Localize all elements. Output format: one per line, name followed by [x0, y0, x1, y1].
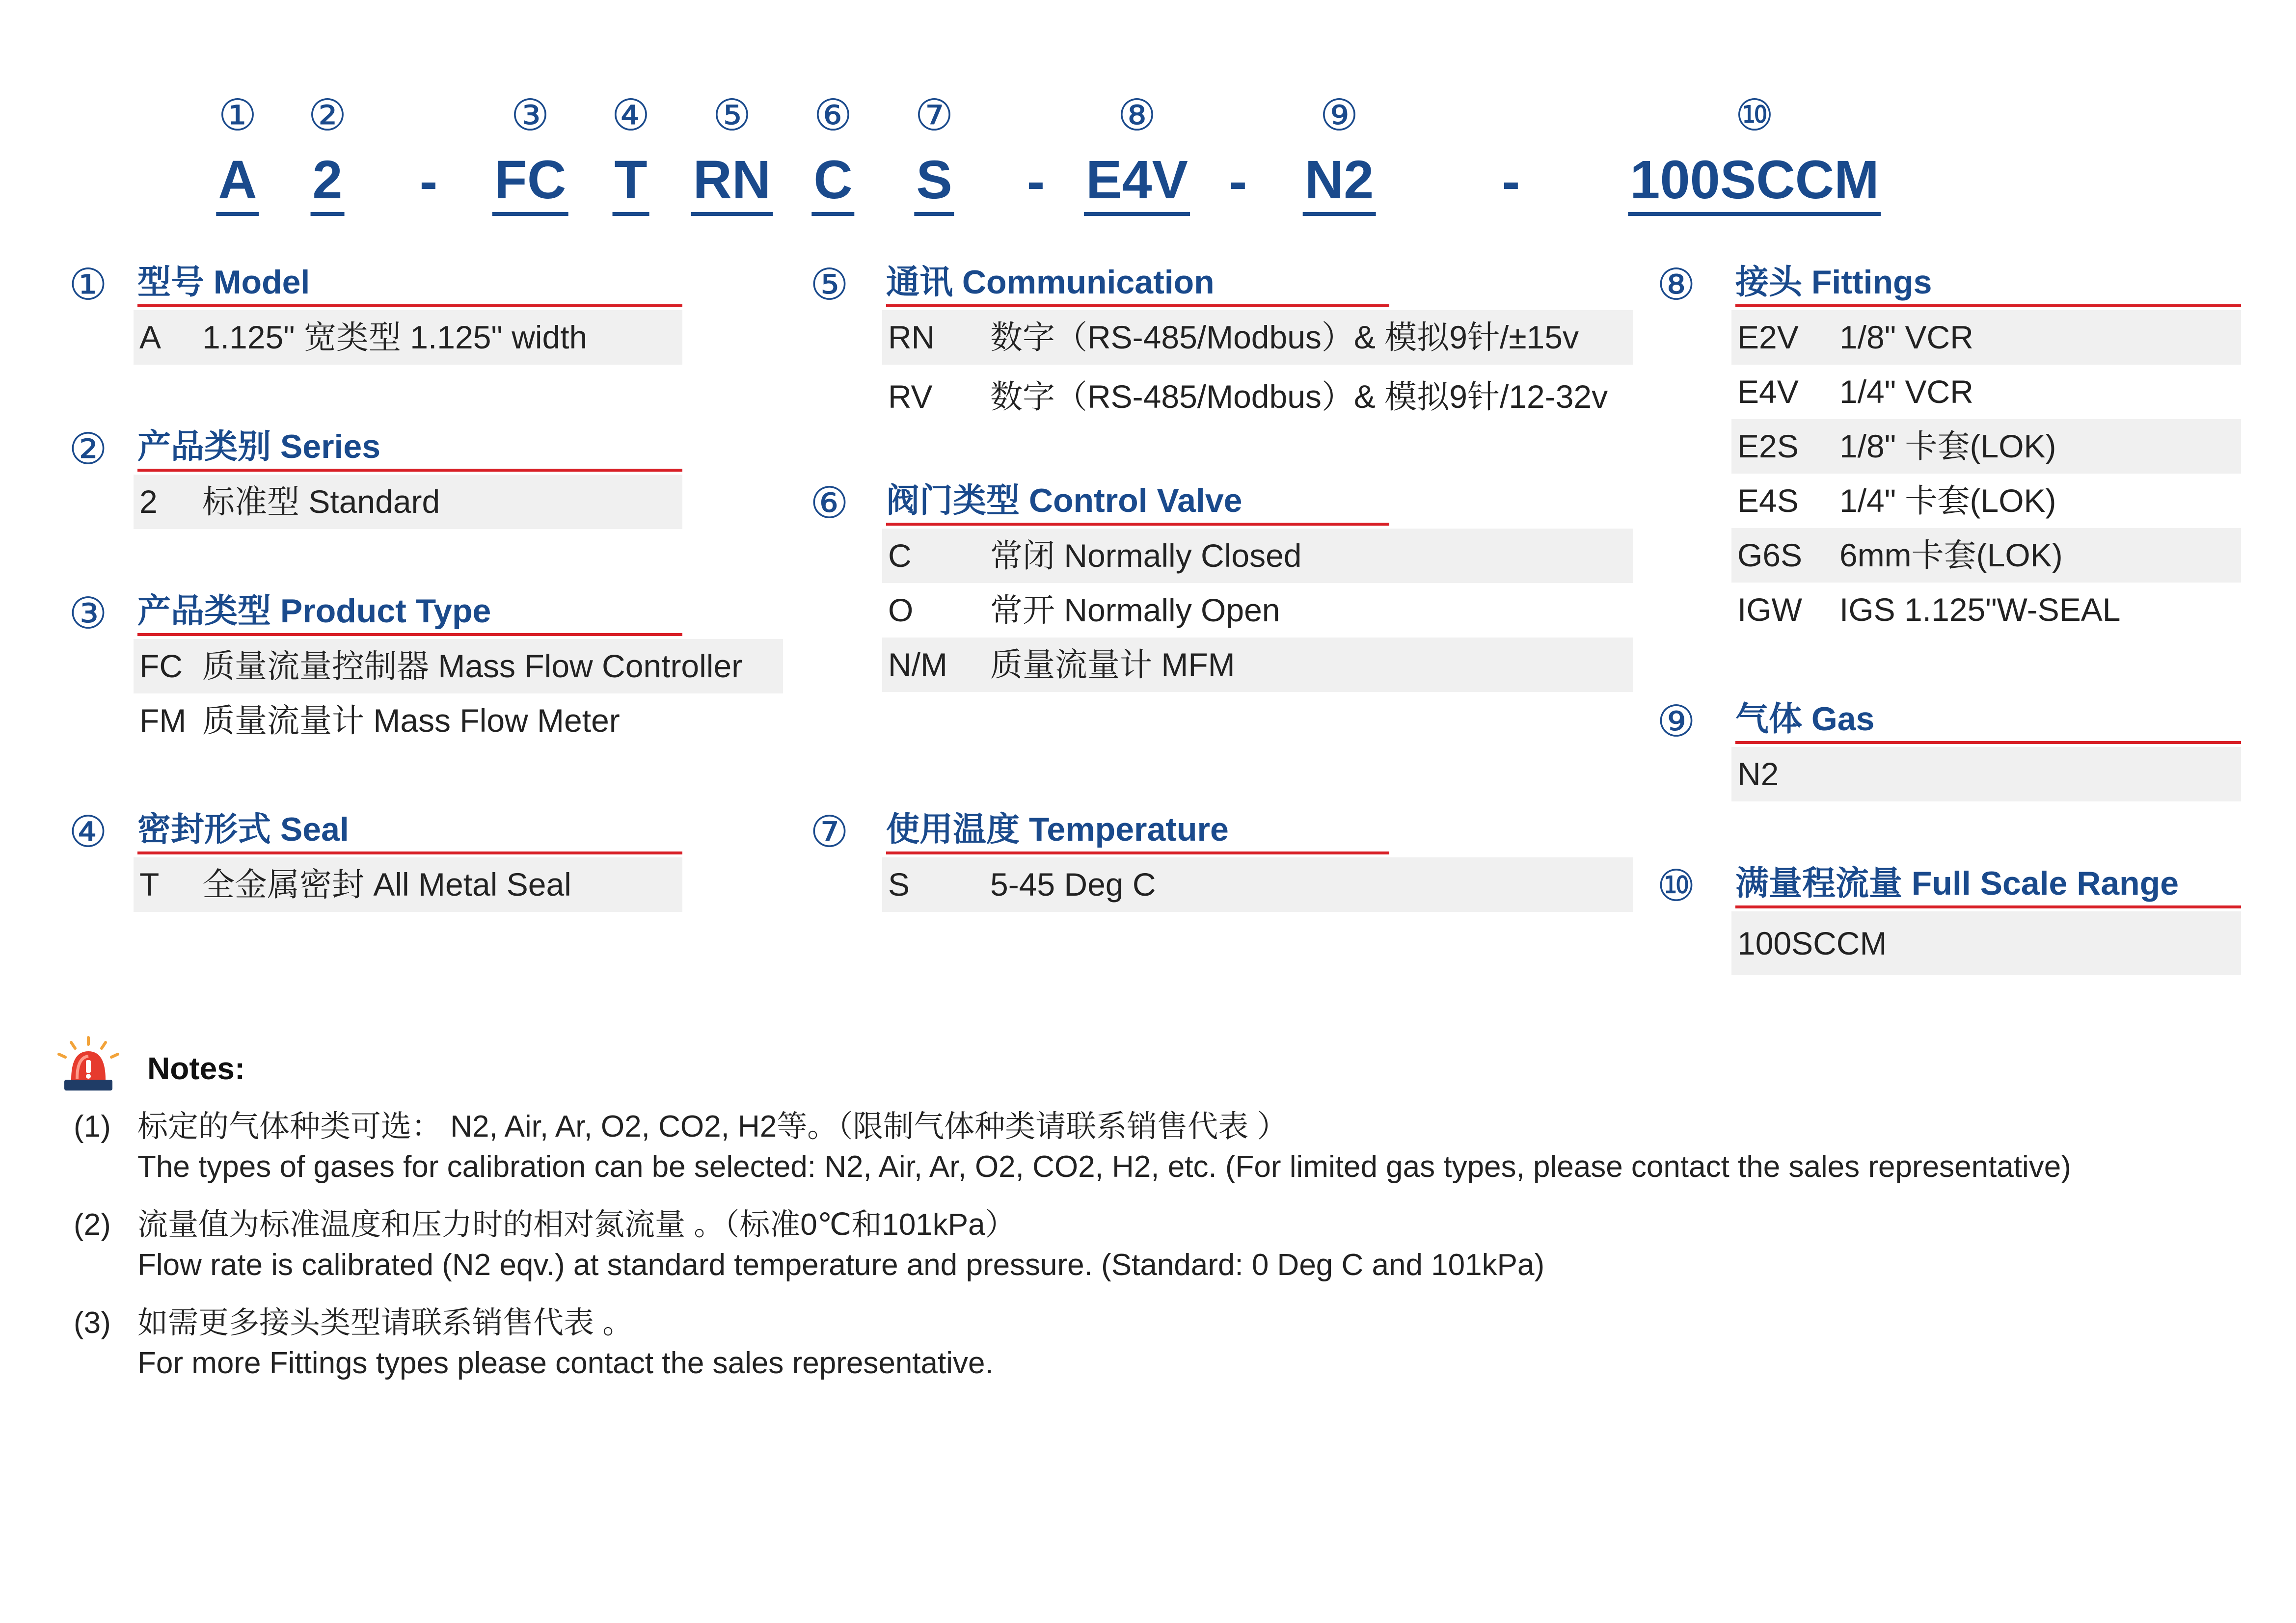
code-part-value: 100SCCM	[1628, 148, 1881, 216]
code-part-full-scale	[1628, 88, 1881, 216]
option-code: E4V	[1737, 373, 1799, 410]
option-row	[1731, 583, 2241, 637]
option-code: RN	[888, 319, 935, 355]
option-row	[134, 857, 682, 912]
code-part-value: N2	[1303, 148, 1376, 216]
code-part-value: T	[612, 148, 649, 216]
option-code: T	[139, 866, 160, 903]
option-code: FM	[139, 702, 187, 739]
section-number: ⑥	[810, 478, 849, 528]
section-title: 通讯 Communication	[886, 260, 1389, 307]
section-number: ⑤	[810, 259, 849, 310]
code-part-number: ⑨	[1320, 90, 1359, 140]
note-number: (3)	[74, 1306, 111, 1340]
section-number: ④	[69, 806, 108, 857]
option-row	[134, 693, 783, 748]
code-dash: -	[1502, 151, 1520, 212]
code-part-product-type	[492, 88, 568, 216]
option-code: E2S	[1737, 428, 1799, 464]
code-dash: -	[1229, 151, 1247, 212]
section-title: 阀门类型 Control Valve	[886, 479, 1389, 526]
code-part-value: S	[914, 148, 954, 216]
option-code: RV	[888, 378, 933, 415]
option-row	[134, 475, 682, 529]
section-number: ②	[69, 424, 108, 474]
option-row	[882, 370, 1648, 424]
option-row	[1731, 528, 2241, 583]
note-number: (1)	[74, 1110, 111, 1144]
note-text-en: For more Fittings types please contact the sales representative.	[137, 1346, 994, 1380]
section-number: ⑦	[810, 806, 849, 857]
note-text-zh: 标定的气体种类可选： N2, Air, Ar, O2, CO2, H2等。（限制气体种类请联系销售代表 ）	[137, 1110, 1288, 1144]
option-code: 100SCCM	[1737, 925, 1887, 961]
option-row	[882, 638, 1633, 692]
code-part-control-valve	[811, 88, 854, 216]
note-number: (2)	[74, 1208, 111, 1242]
code-part-value: A	[216, 148, 259, 216]
option-code: E2V	[1737, 319, 1799, 355]
code-part-number: ⑦	[915, 90, 954, 140]
alarm-icon	[52, 1036, 125, 1094]
code-part-number: ③	[511, 90, 550, 140]
option-desc: 全金属密封 All Metal Seal	[202, 866, 571, 903]
section-title: 型号 Model	[137, 260, 682, 307]
option-row	[1731, 365, 2241, 419]
option-desc: 常开 Normally Open	[990, 592, 1280, 628]
option-code: FC	[139, 648, 183, 684]
option-row	[134, 639, 783, 693]
option-desc: 6mm卡套(LOK)	[1839, 537, 2063, 573]
code-part-value: C	[811, 148, 854, 216]
option-desc: 质量流量计 Mass Flow Meter	[202, 702, 620, 739]
option-desc: 数字（RS-485/Modbus）& 模拟9针/12-32v	[990, 378, 1608, 415]
code-part-number: ⑤	[712, 90, 752, 140]
section-title: 使用温度 Temperature	[886, 807, 1389, 854]
option-desc: 1.125" 宽类型 1.125" width	[202, 319, 588, 355]
section-title: 满量程流量 Full Scale Range	[1735, 861, 2241, 908]
section-title: 密封形式 Seal	[137, 807, 682, 854]
option-code: S	[888, 866, 910, 903]
code-dash: -	[1026, 151, 1045, 212]
code-part-temperature	[914, 88, 954, 216]
notes-heading: Notes:	[147, 1051, 245, 1086]
option-code: C	[888, 537, 912, 574]
section-number: ①	[69, 259, 108, 310]
option-desc: 1/4" 卡套(LOK)	[1839, 482, 2056, 519]
option-desc: IGS 1.125"W-SEAL	[1839, 591, 2121, 628]
option-desc: 质量流量计 MFM	[990, 646, 1235, 683]
note-text-zh: 如需更多接头类型请联系销售代表 。	[137, 1306, 633, 1340]
code-part-value: E4V	[1084, 148, 1190, 216]
option-desc: 质量流量控制器 Mass Flow Controller	[202, 648, 743, 684]
option-code: A	[139, 319, 162, 355]
option-desc: 5-45 Deg C	[990, 866, 1156, 903]
code-part-value: FC	[492, 148, 568, 216]
code-part-number: ②	[308, 90, 347, 140]
code-part-model	[216, 88, 259, 216]
code-part-number: ⑩	[1735, 90, 1774, 140]
section-number: ⑩	[1657, 860, 1696, 911]
option-desc: 标准型 Standard	[202, 483, 440, 520]
option-row	[134, 310, 682, 365]
option-desc: 1/8" 卡套(LOK)	[1839, 428, 2056, 464]
code-part-fittings	[1084, 88, 1190, 216]
section-title: 接头 Fittings	[1735, 260, 2241, 307]
option-code: N/M	[888, 646, 947, 683]
option-row	[882, 583, 1633, 638]
option-row	[1731, 419, 2241, 474]
code-part-number: ④	[611, 90, 650, 140]
code-part-number: ⑥	[813, 90, 853, 140]
section-number: ③	[69, 588, 108, 639]
option-code: 2	[139, 483, 158, 520]
note-text-zh: 流量值为标准温度和压力时的相对氮流量 。（标准0℃和101kPa）	[137, 1208, 1016, 1242]
section-number: ⑨	[1657, 696, 1696, 746]
code-part-value: 2	[310, 148, 344, 216]
option-row	[882, 310, 1633, 365]
option-desc: 数字（RS-485/Modbus）& 模拟9针/±15v	[990, 319, 1579, 355]
code-dash: -	[419, 151, 438, 212]
option-code: G6S	[1737, 537, 1803, 573]
option-code: IGW	[1737, 591, 1802, 628]
option-row	[882, 529, 1633, 583]
code-part-communication	[691, 88, 773, 216]
option-row	[1731, 310, 2241, 365]
code-part-series	[308, 88, 347, 216]
option-row	[1731, 911, 2241, 975]
note-text-en: Flow rate is calibrated (N2 eqv.) at standard temperature and pressure. (Standard: 0 Deg C and 101kPa)	[137, 1248, 1545, 1282]
option-row	[882, 857, 1633, 912]
code-part-number: ⑧	[1117, 90, 1157, 140]
option-desc: 1/8" VCR	[1839, 319, 1973, 355]
option-desc: 1/4" VCR	[1839, 373, 1973, 410]
option-code: O	[888, 592, 914, 628]
option-row	[1731, 474, 2241, 528]
section-title: 产品类型 Product Type	[137, 589, 682, 636]
option-row	[1731, 747, 2241, 801]
option-code: N2	[1737, 756, 1779, 792]
section-title: 产品类别 Series	[137, 425, 682, 472]
option-code: E4S	[1737, 482, 1799, 519]
section-title: 气体 Gas	[1735, 697, 2241, 744]
code-part-value: RN	[691, 148, 773, 216]
note-text-en: The types of gases for calibration can be selected: N2, Air, Ar, O2, CO2, H2, etc. (For limited gas types, please contact the sales representative)	[137, 1150, 2071, 1184]
code-part-number: ①	[218, 90, 257, 140]
code-part-gas	[1303, 88, 1376, 216]
code-part-seal	[612, 88, 650, 216]
section-number: ⑧	[1657, 259, 1696, 310]
option-desc: 常闭 Normally Closed	[990, 537, 1302, 574]
